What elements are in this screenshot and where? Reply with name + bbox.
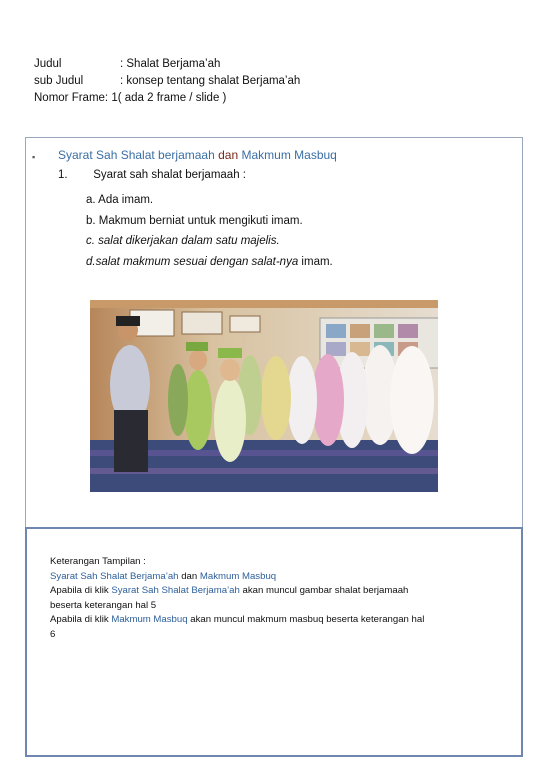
bullet-icon: ▪ [32, 152, 36, 162]
list-item: a. Ada imam. [86, 194, 154, 206]
numbered-heading [58, 169, 246, 181]
notes-suffix: akan muncul gambar shalat berjamaah beserta keterangan hal 5 [50, 585, 409, 611]
title-key: Judul [34, 58, 62, 70]
list-item [86, 252, 333, 273]
frame-number-row [34, 90, 300, 107]
subtitle-key: sub Judul [34, 75, 84, 87]
subtitle-row [34, 73, 300, 90]
slide-title [58, 148, 337, 162]
notes-line-masbuq [50, 613, 430, 642]
title-row [34, 56, 300, 73]
notes-links-line [50, 570, 430, 585]
document-header [34, 56, 300, 107]
list-item-italic: d.salat makmum sesuai dengan salat-nya [86, 255, 299, 268]
requirements-list [86, 190, 333, 272]
notes-inline-link-syarat[interactable]: Syarat Sah Shalat Berjama’ah [111, 585, 240, 596]
list-item-plain: imam. [298, 255, 333, 268]
notes-prefix: Apabila di klik [50, 585, 112, 596]
list-item: c. salat dikerjakan dalam satu majelis. [86, 235, 280, 247]
numbered-heading-text: Syarat sah shalat berjamaah : [93, 169, 246, 181]
notes-suffix: akan muncul makmum masbuq beserta keterangan hal 6 [50, 614, 425, 640]
subtitle-value: : konsep tentang shalat Berjama’ah [120, 75, 301, 87]
frame-number: Nomor Frame: 1( ada 2 frame / slide ) [34, 92, 227, 104]
notes-line-syarat [50, 584, 430, 613]
notes-link-join: dan [178, 570, 200, 582]
notes-inline-link-masbuq[interactable]: Makmum Masbuq [111, 614, 188, 625]
title-link-syarat[interactable]: Syarat Sah Shalat berjamaah [58, 148, 215, 162]
notes-heading: Keterangan Tampilan : [50, 556, 146, 567]
list-item: b. Makmum berniat untuk mengikuti imam. [86, 214, 303, 227]
list-number: 1. [58, 169, 68, 181]
notes-prefix: Apabila di klik [50, 614, 112, 625]
title-connector: dan [218, 148, 239, 162]
congregational-prayer-photo [90, 300, 438, 492]
notes-link-masbuq[interactable]: Makmum Masbuq [199, 570, 277, 582]
prayer-photo-illustration [90, 300, 438, 492]
display-notes [50, 555, 430, 642]
title-link-masbuq[interactable]: Makmum Masbuq [241, 148, 337, 162]
title-value: : Shalat Berjama’ah [120, 58, 221, 70]
notes-link-syarat[interactable]: Syarat Sah Shalat Berjama’ah [50, 570, 179, 582]
